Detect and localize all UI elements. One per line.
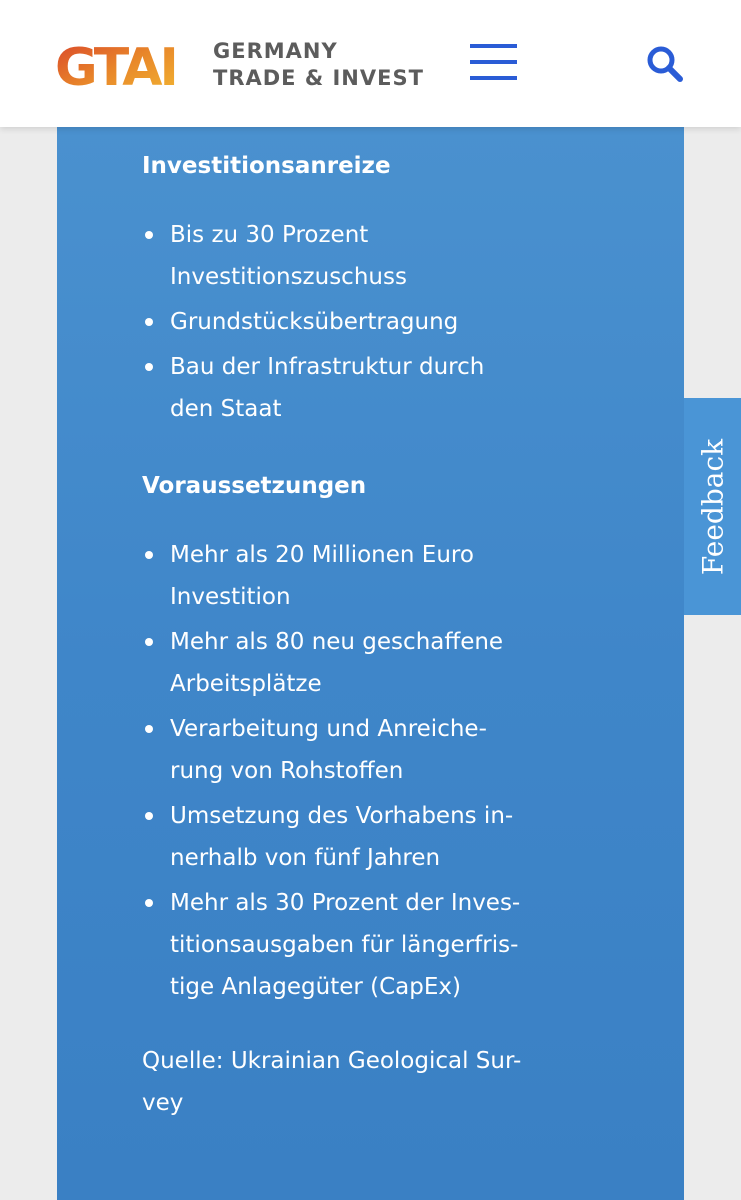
list-item-line: Verarbeitung und Anreiche- (170, 716, 487, 742)
hamburger-menu-icon[interactable] (470, 44, 518, 81)
logo-line-germany: GERMANY (213, 39, 338, 63)
source-line: Quelle: Ukrainian Geological Sur- (142, 1048, 522, 1074)
gtai-logo-text (213, 38, 424, 92)
list-item-line: nerhalb von fünf Jahren (170, 845, 441, 871)
list-item (142, 621, 542, 705)
list-item-line: den Staat (170, 396, 282, 422)
info-panel (57, 127, 684, 1200)
list-item-line: Bau der Infrastruktur durch (170, 354, 485, 380)
list-item (142, 346, 542, 430)
list-item-line: Investition (170, 584, 291, 610)
gtai-logo[interactable] (55, 38, 424, 92)
list-item (142, 301, 542, 343)
gtai-logo-mark-text: GTAI (55, 40, 176, 90)
list-item-line: Umsetzung des Vorhabens in- (170, 803, 514, 829)
list-item-line: Investitionszuschuss (170, 264, 407, 290)
gtai-logo-mark (55, 40, 195, 90)
list-item-line: Mehr als 30 Prozent der Inves- (170, 890, 521, 916)
list-item-line: Mehr als 80 neu geschaffene (170, 629, 504, 655)
incentives-title: Investitionsanreize (142, 153, 391, 179)
list-item (142, 708, 542, 792)
list-item-line: Arbeitsplätze (170, 671, 322, 697)
logo-line-trade-invest: TRADE & INVEST (213, 66, 424, 90)
list-item-line: Mehr als 20 Millionen Euro (170, 542, 474, 568)
feedback-label: Feedback (696, 438, 729, 575)
list-item-line: tige Anlagegüter (CapEx) (170, 974, 461, 1000)
incentives-list (142, 214, 542, 430)
list-item-line: Bis zu 30 Prozent (170, 222, 369, 248)
list-item (142, 795, 542, 879)
list-item-line: rung von Rohstoffen (170, 758, 404, 784)
search-icon[interactable] (645, 44, 685, 84)
source-note (142, 1040, 542, 1124)
requirements-title: Voraussetzungen (142, 473, 367, 499)
list-item (142, 214, 542, 298)
source-line: vey (142, 1090, 184, 1116)
requirements-list (142, 534, 542, 1008)
list-item (142, 534, 542, 618)
info-panel-content (142, 147, 542, 1124)
site-header (0, 0, 741, 127)
list-item-line: Grundstücksübertragung (170, 309, 459, 335)
list-item (142, 882, 542, 1008)
list-item-line: titionsausgaben für längerfris- (170, 932, 519, 958)
feedback-tab-button[interactable] (684, 398, 741, 615)
